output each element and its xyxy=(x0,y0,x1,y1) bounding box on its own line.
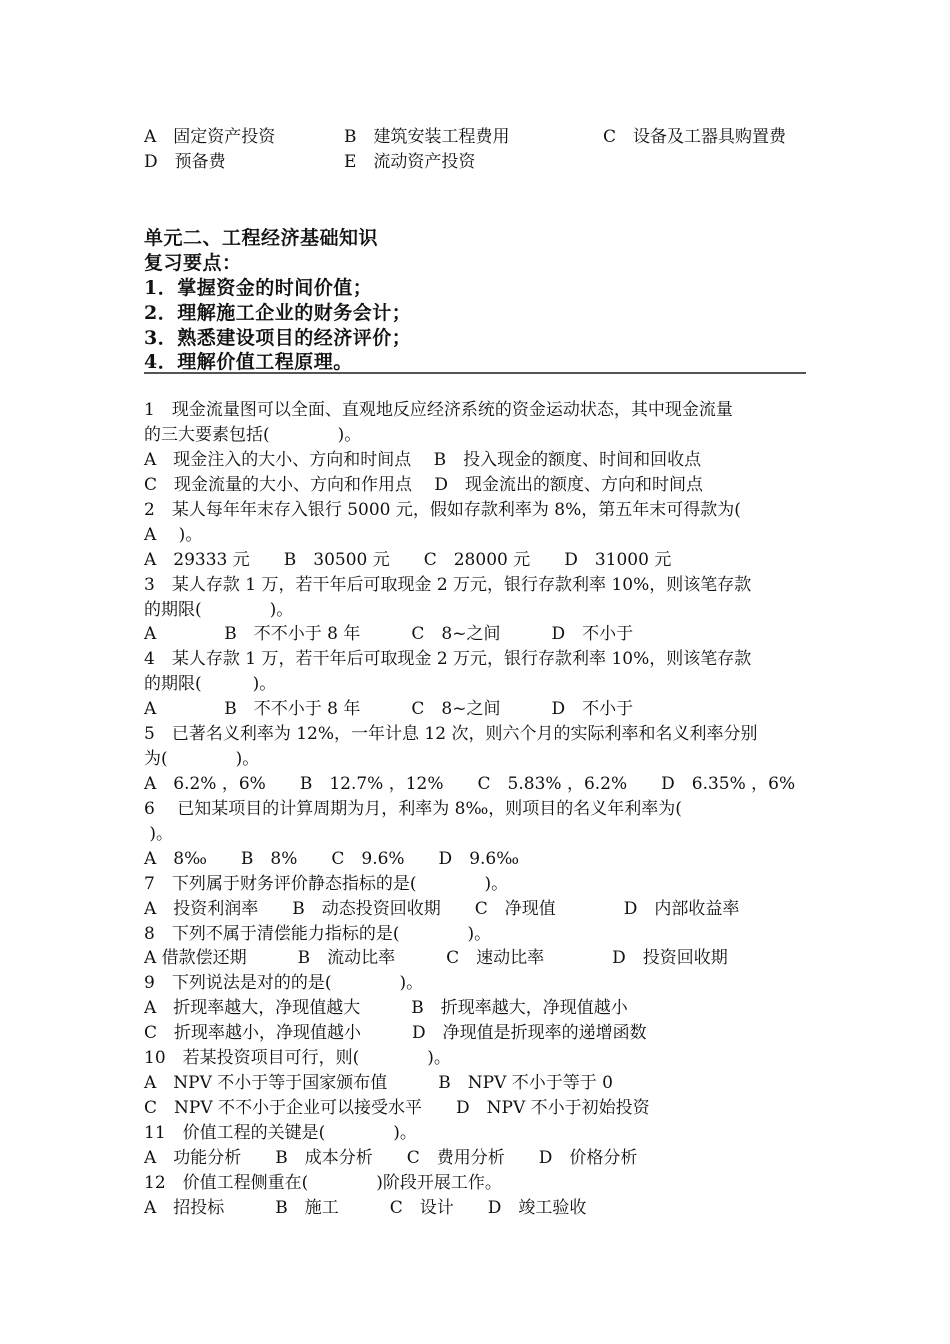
answer-line: C NPV 不不小于企业可以接受水平 D NPV 不小于初始投资 xyxy=(144,1098,650,1118)
question-line: )。 xyxy=(144,824,174,844)
question-line: 11 价值工程的关键是( )。 xyxy=(144,1123,417,1143)
review-label: 复习要点： xyxy=(144,252,242,274)
review-point: 1．掌握资金的时间价值； xyxy=(144,277,373,299)
answer-line: C 折现率越小，净现值越小 D 净现值是折现率的递增函数 xyxy=(144,1023,647,1043)
question-line: 7 下列属于财务评价静态指标的是( )。 xyxy=(144,874,509,894)
option-d: D 预备费 xyxy=(144,152,226,172)
answer-line: C 现金流量的大小、方向和作用点 D 现金流出的额度、方向和时间点 xyxy=(144,475,704,495)
answer-line: A B 不不小于 8 年 C 8~之间 D 不小于 xyxy=(144,699,634,719)
answer-line: A B 不不小于 8 年 C 8~之间 D 不小于 xyxy=(144,624,634,644)
question-line: 的三大要素包括( )。 xyxy=(144,425,362,445)
question-line: 1 现金流量图可以全面、直观地反应经济系统的资金运动状态，其中现金流量 xyxy=(144,400,733,420)
question-line: 5 已著名义利率为 12%，一年计息 12 次，则六个月的实际利率和名义利率分别 xyxy=(144,724,758,744)
answer-line: A 投资利润率 B 动态投资回收期 C 净现值 D 内部收益率 xyxy=(144,899,740,919)
question-line: 2 某人每年年末存入银行 5000 元，假如存款利率为 8%，第五年末可得款为( xyxy=(144,500,741,520)
review-point: 4．理解价值工程原理。 xyxy=(144,351,353,373)
option-b: B 建筑安装工程费用 xyxy=(344,127,510,147)
section-divider xyxy=(144,372,806,374)
section-title: 单元二、工程经济基础知识 xyxy=(144,227,379,249)
question-line: 10 若某投资项目可行，则( )。 xyxy=(144,1048,451,1068)
question-line: 6 已知某项目的计算周期为月，利率为 8‰，则项目的名义年利率为( xyxy=(144,799,682,819)
question-line: 12 价值工程侧重在( )阶段开展工作。 xyxy=(144,1173,502,1193)
answer-line: A 功能分析 B 成本分析 C 费用分析 D 价格分析 xyxy=(144,1148,638,1168)
answer-line: A 招投标 B 施工 C 设计 D 竣工验收 xyxy=(144,1198,587,1218)
answer-line: A NPV 不小于等于国家颁布值 B NPV 不小于等于 0 xyxy=(144,1073,613,1093)
answer-line: A 现金注入的大小、方向和时间点 B 投入现金的额度、时间和回收点 xyxy=(144,450,702,470)
review-point: 3．熟悉建设项目的经济评价； xyxy=(144,327,412,349)
review-point: 2．理解施工企业的财务会计； xyxy=(144,302,412,324)
option-c: C 设备及工器具购置费 xyxy=(603,127,787,147)
question-line: 9 下列说法是对的的是( )。 xyxy=(144,973,424,993)
answer-line: A 29333 元 B 30500 元 C 28000 元 D 31000 元 xyxy=(144,550,672,570)
option-a: A 固定资产投资 xyxy=(144,127,276,147)
question-line: 4 某人存款 1 万，若干年后可取现金 2 万元，银行存款利率 10%，则该笔存款 xyxy=(144,649,752,669)
answer-line: A 6.2% ，6% B 12.7% ，12% C 5.83% ，6.2% D 6.35% ，6% xyxy=(144,774,796,794)
question-line: 为( )。 xyxy=(144,749,260,769)
answer-line: A 折现率越大，净现值越大 B 折现率越大，净现值越小 xyxy=(144,998,628,1018)
option-e: E 流动资产投资 xyxy=(344,152,476,172)
answer-line: A 8‰ B 8% C 9.6% D 9.6‰ xyxy=(144,849,520,869)
question-line: 的期限( )。 xyxy=(144,600,294,620)
question-line: 3 某人存款 1 万，若干年后可取现金 2 万元，银行存款利率 10%，则该笔存款 xyxy=(144,575,752,595)
question-line: 8 下列不属于清偿能力指标的是( )。 xyxy=(144,924,492,944)
question-line: 的期限( )。 xyxy=(144,674,277,694)
answer-line: A 借款偿还期 B 流动比率 C 速动比率 D 投资回收期 xyxy=(144,948,728,968)
question-line: A )。 xyxy=(144,525,203,545)
